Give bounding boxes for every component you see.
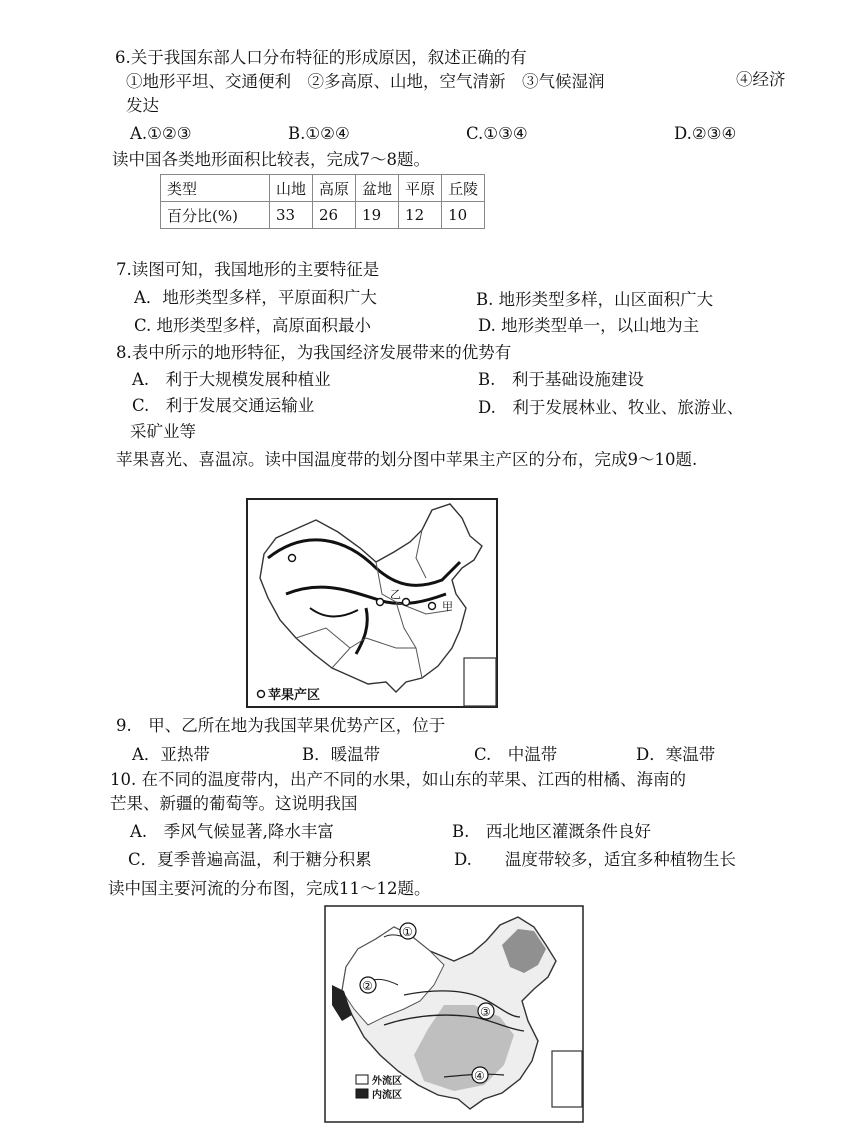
intro-9-10: 苹果喜光、喜温凉。读中国温度带的划分图中苹果主产区的分布，完成9～10题. xyxy=(116,450,698,469)
q10-stem-2: 芒果、新疆的葡萄等。这说明我国 xyxy=(110,794,358,813)
q9-option-d: D．寒温带 xyxy=(636,745,716,764)
q10-option-c: C．夏季普遍高温，利于糖分积累 xyxy=(128,850,372,869)
q6-option-c: C.①③④ xyxy=(466,124,528,143)
q8-stem: 8.表中所示的地形特征，为我国经济发展带来的优势有 xyxy=(116,343,512,362)
q8-option-d-cont: 采矿业等 xyxy=(130,422,196,441)
terrain-table xyxy=(160,174,485,229)
q6-stem: 6.关于我国东部人口分布特征的形成原因，叙述正确的有 xyxy=(115,48,527,67)
table-cell: 平原 xyxy=(399,175,442,202)
q8-option-b: B. 利于基础设施建设 xyxy=(478,370,644,389)
q8-option-c: C. 利于发展交通运输业 xyxy=(132,396,315,415)
temperature-zone-map-figure xyxy=(246,498,498,708)
table-cell: 高原 xyxy=(313,175,356,202)
q6-option-b: B.①②④ xyxy=(288,124,350,143)
river-map xyxy=(324,905,584,1123)
q10-option-b: B. 西北地区灌溉条件良好 xyxy=(452,822,651,841)
table-cell: 百分比(%) xyxy=(161,202,270,229)
marker-2: ② xyxy=(362,979,373,993)
table-cell: 19 xyxy=(356,202,399,229)
q6-option-a: A.①②③ xyxy=(130,124,192,143)
map-label-jia: 甲 xyxy=(442,600,453,613)
q8-option-d: D. 利于发展林业、牧业、旅游业、 xyxy=(478,398,744,417)
q6-line2: ①地形平坦、交通便利 ②多高原、山地，空气清新 ③气候湿润 xyxy=(126,72,605,91)
q10-option-d: D. 温度带较多，适宜多种植物生长 xyxy=(454,850,736,869)
table-cell: 26 xyxy=(313,202,356,229)
q7-option-d: D. 地形类型单一，以山地为主 xyxy=(478,316,700,335)
intro-7-8: 读中国各类地形面积比较表，完成7～8题。 xyxy=(112,150,430,169)
marker-1: ① xyxy=(402,925,413,939)
q7-option-b: B. 地形类型多样，山区面积广大 xyxy=(476,290,714,309)
temperature-zone-map xyxy=(246,498,498,708)
q8-option-a: A. 利于大规模发展种植业 xyxy=(132,370,331,389)
table-cell: 12 xyxy=(399,202,442,229)
map-label-yi: 乙 xyxy=(390,588,401,601)
q6-option-d: D.②③④ xyxy=(674,124,737,143)
q6-line2b: ④经济 xyxy=(736,70,786,89)
q6-line3: 发达 xyxy=(126,96,159,115)
table-cell: 类型 xyxy=(161,175,270,202)
q7-option-c: C. 地形类型多样，高原面积最小 xyxy=(134,316,372,335)
inner-drainage-legend-icon xyxy=(356,1089,368,1098)
legend-inner-label: 内流区 xyxy=(372,1090,402,1101)
q10-option-a: A. 季风气候显著,降水丰富 xyxy=(130,822,334,841)
q9-option-b: B．暖温带 xyxy=(302,745,381,764)
table-cell: 盆地 xyxy=(356,175,399,202)
q7-option-a: A．地形类型多样，平原面积广大 xyxy=(134,288,377,307)
map1-legend-label: 苹果产区 xyxy=(268,688,321,703)
q9-stem: 9. 甲、乙所在地为我国苹果优势产区，位于 xyxy=(116,716,446,735)
q7-stem: 7.读图可知，我国地形的主要特征是 xyxy=(116,260,380,279)
table-header-row xyxy=(161,175,485,202)
marker-3: ③ xyxy=(480,1005,491,1019)
table-cell: 山地 xyxy=(270,175,313,202)
q9-option-a: A．亚热带 xyxy=(132,745,210,764)
table-cell: 10 xyxy=(442,202,485,229)
table-row xyxy=(161,202,485,229)
outer-drainage-legend-icon xyxy=(356,1075,368,1084)
apple-region-legend-icon xyxy=(258,691,265,698)
legend-outer-label: 外流区 xyxy=(372,1076,402,1087)
intro-11-12: 读中国主要河流的分布图，完成11～12题。 xyxy=(108,879,431,898)
river-map-figure xyxy=(324,905,584,1123)
q10-stem: 10. 在不同的温度带内，出产不同的水果，如山东的苹果、江西的柑橘、海南的 xyxy=(110,770,686,789)
marker-4: ④ xyxy=(474,1069,485,1083)
table-cell: 丘陵 xyxy=(442,175,485,202)
table-cell: 33 xyxy=(270,202,313,229)
q9-option-c: C. 中温带 xyxy=(474,745,558,764)
